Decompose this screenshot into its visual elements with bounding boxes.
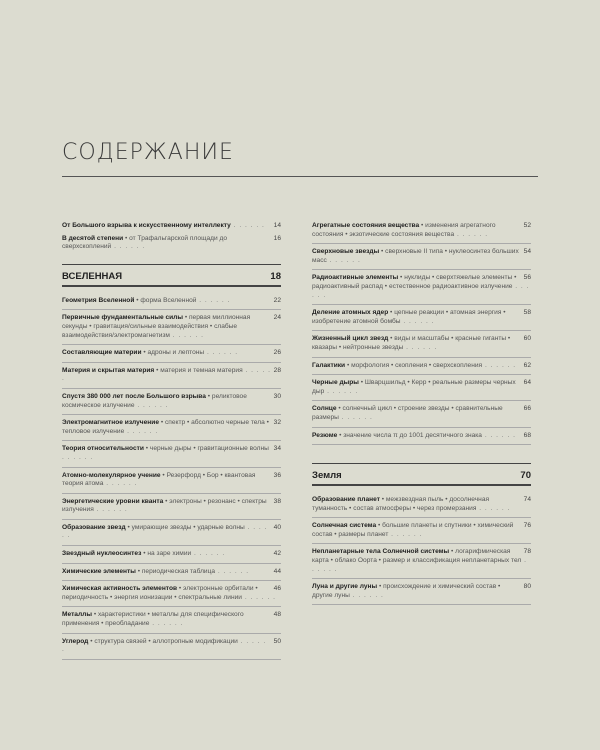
entry-page-number: 80 [523, 583, 531, 591]
entry-page-number: 78 [523, 548, 531, 556]
entry-page-number: 68 [523, 431, 531, 439]
toc-entry[interactable] [312, 248, 531, 270]
entry-subtopics: • морфология • скопления • сверхскопления [345, 361, 483, 369]
entry-page-number: 52 [523, 222, 531, 229]
entry-title: Луна и другие луны [312, 583, 378, 591]
toc-entry[interactable] [312, 309, 531, 331]
entry-title: Образование планет [312, 496, 380, 504]
entry-title: Солнечная система [312, 522, 377, 530]
entry-title: Атомно-молекулярное учение [62, 471, 161, 479]
right-column [312, 222, 531, 609]
entry-title: От Большого взрыва к искусственному интеллекту [62, 222, 231, 229]
entry-page-number: 56 [523, 274, 531, 282]
entry-subtopics: • электроны • резонанс • спектры излучения [62, 497, 267, 514]
entry-title: Материя и скрытая материя [62, 366, 155, 374]
leader-dots: . . . . . . [454, 230, 489, 238]
toc-entry[interactable] [62, 367, 281, 389]
leader-dots: . . . . . . [324, 387, 359, 395]
entry-subtopics: • спектр • абсолютно черные тела • тепловое излучение [62, 419, 269, 435]
leader-dots: . . . . . . [124, 427, 159, 435]
entry-title: Энергетические уровни кванта [62, 497, 164, 505]
leader-dots: . . . . . . [481, 431, 516, 439]
entry-title: Черные дыры [312, 379, 359, 387]
toc-entry[interactable] [312, 432, 531, 446]
entry-page-number: 60 [523, 335, 531, 343]
entry-title: Образование звезд [62, 523, 126, 531]
entry-title: Углерод [62, 637, 89, 645]
toc-entry[interactable] [312, 335, 531, 357]
section-label: ВСЕЛЕННАЯ [62, 270, 123, 282]
toc-entry[interactable] [62, 550, 281, 564]
toc-entry[interactable] [62, 349, 281, 363]
toc-entry[interactable] [312, 405, 531, 427]
entry-subtopics: • материя и темная материя [154, 366, 243, 374]
entry-subtopics: • виды и масштабы • красные гиганты • квазары • нейтронные звезды [312, 335, 511, 351]
entry-title: Галактики [312, 361, 346, 369]
entry-title: Первичные фундаментальные силы [62, 314, 183, 322]
entry-subtopics: • происхождение и химический состав • другие луны [312, 583, 501, 599]
entry-subtopics: • периодическая таблица [135, 567, 216, 575]
entry-subtopics: • значение числа π до 1001 десятичного знака [337, 431, 482, 439]
entry-subtopics: • логарифмическая карта • облако Оорта • размер и классификация непланетарных тел [312, 548, 522, 565]
toc-entry[interactable] [62, 585, 281, 607]
entry-page-number: 44 [273, 567, 281, 575]
section-page: 18 [270, 270, 281, 282]
toc-entry[interactable] [62, 222, 281, 232]
entry-subtopics: • структура связей • аллотропные модификации [88, 637, 238, 645]
entry-title: Химические элементы [62, 567, 136, 575]
entry-page-number: 48 [273, 611, 281, 619]
leader-dots: . . . . . . [196, 296, 231, 304]
entry-title: Химическая активность элементов [62, 585, 178, 593]
toc-entry[interactable] [62, 524, 281, 546]
toc-entry[interactable] [312, 379, 531, 401]
leader-dots: . . . . . . [62, 366, 271, 383]
toc-entry[interactable] [62, 297, 281, 311]
leader-dots: . . . . . . [400, 317, 435, 325]
leader-dots: . . . . . . [241, 593, 276, 601]
toc-entry[interactable] [62, 314, 281, 345]
entry-page-number: 22 [273, 296, 281, 304]
toc-entry[interactable] [62, 393, 281, 415]
entry-page-number: 64 [523, 379, 531, 387]
section-page: 70 [520, 470, 531, 482]
leader-dots: . . . . . . [149, 620, 184, 628]
left-entries [62, 297, 281, 660]
leader-dots: . . . . . . [62, 637, 267, 654]
entry-subtopics: • первая миллионная секунды • гравитация/сильные взаимодействия • слабые взаимодействия/электромагнетизм [62, 314, 251, 339]
entry-page-number: 30 [273, 392, 281, 400]
toc-entry[interactable] [62, 638, 281, 660]
intro-list [62, 222, 281, 253]
entry-subtopics: • электронные орбитали • периодичность • энергия ионизации • спектральные линии [62, 585, 258, 601]
entry-subtopics: • черные дыры • гравитационные волны [143, 445, 269, 453]
entry-page-number: 32 [273, 419, 281, 427]
leader-dots: . . . . . . [403, 343, 438, 351]
right-entries-b [312, 496, 531, 605]
toc-entry[interactable] [312, 583, 531, 605]
entry-page-number: 26 [273, 349, 281, 357]
entry-page-number: 34 [273, 445, 281, 453]
leader-dots: . . . . . . [230, 222, 265, 229]
entry-title: В десятой степени [62, 234, 124, 242]
leader-dots: . . . . . . [482, 361, 517, 369]
entry-subtopics: • на заре химии [141, 550, 192, 558]
entry-page-number: 66 [523, 405, 531, 413]
entry-subtopics: • адроны и лептоны [141, 349, 205, 357]
leader-dots: . . . . . . [93, 506, 128, 514]
entry-subtopics: • Шварцшильд • Керр • реальные размеры черных дыр [312, 379, 516, 395]
toc-entry[interactable] [312, 222, 531, 244]
entry-page-number: 14 [273, 222, 281, 229]
entry-subtopics: • изменения агрегатного состояния • экзотические состояния вещества [312, 222, 496, 238]
entry-page-number: 58 [523, 309, 531, 317]
leader-dots: . . . . . . [134, 401, 169, 409]
entry-page-number: 76 [523, 522, 531, 530]
toc-entry[interactable] [62, 445, 281, 467]
toc-entry[interactable] [62, 568, 281, 582]
entry-page-number: 24 [273, 314, 281, 322]
entry-subtopics: • Резерфорд • Бор • квантовая теория атома [62, 471, 256, 488]
leader-dots: . . . . . . [476, 504, 511, 512]
leader-dots: . . . . . . [338, 413, 373, 421]
entry-page-number: 40 [273, 523, 281, 531]
leader-dots: . . . . . . [204, 349, 239, 357]
leader-dots: . . . . . . [191, 550, 226, 558]
entry-page-number: 62 [523, 361, 531, 369]
entry-page-number: 54 [523, 248, 531, 256]
toc-entry[interactable] [312, 548, 531, 579]
right-entries-a [312, 222, 531, 445]
leader-dots: . . . . . . [326, 256, 361, 264]
leader-dots: . . . . . . [62, 453, 94, 461]
entry-title: Звездный нуклеосинтез [62, 550, 142, 558]
entry-page-number: 16 [273, 234, 281, 242]
entry-subtopics: • межзвездная пыль • досолнечная туманность • состав атмосферы • через промерзания [312, 496, 490, 512]
leader-dots: . . . . . . [388, 530, 423, 538]
entry-title: Составляющие материи [62, 349, 142, 357]
leader-dots: . . . . . . [169, 331, 204, 339]
entry-page-number: 36 [273, 471, 281, 479]
entry-title: Радиоактивные элементы [312, 274, 399, 282]
entry-page-number: 74 [523, 496, 531, 504]
entry-title: Резюме [312, 431, 338, 439]
leader-dots: . . . . . . [312, 282, 530, 299]
entry-subtopics: • характеристики • металлы для специфического применения • преобладание [62, 611, 244, 628]
leader-dots: . . . . . . [312, 557, 527, 573]
entry-subtopics: • сверхновые II типа • нуклеосинтез больших масс [312, 248, 519, 264]
leader-dots: . . . . . . [215, 567, 250, 575]
toc-entry[interactable] [62, 235, 281, 253]
entry-title: Солнце [312, 405, 337, 413]
entry-subtopics: • форма Вселенной [134, 296, 197, 304]
toc-entry[interactable] [62, 611, 281, 633]
entry-subtopics: • от Трафальгарской площади до сверхскоплений [62, 234, 228, 251]
entry-page-number: 28 [273, 366, 281, 374]
entry-subtopics: • солнечный цикл • строение звезды • сравнительные размеры [312, 405, 503, 421]
entry-subtopics: • умирающие звезды • ударные волны [125, 523, 245, 531]
entry-title: Геометрия Вселенной [62, 296, 135, 304]
entry-title: Непланетарные тела Солнечной системы [312, 548, 450, 556]
leader-dots: . . . . . . [111, 243, 146, 251]
entry-subtopics: • реликтовое космическое излучение [62, 392, 247, 409]
entry-title: Агрегатные состояния вещества [312, 222, 420, 229]
entry-title: Сверхновые звезды [312, 248, 380, 256]
entry-subtopics: • цепные реакции • атомная энергия • изобретение атомной бомбы [312, 309, 506, 325]
section-header-earth [312, 463, 531, 486]
toc-entry[interactable] [312, 522, 531, 544]
entry-title: Спустя 380 000 лет после Большого взрыва [62, 392, 206, 400]
left-column [62, 222, 281, 664]
toc-entry[interactable] [312, 274, 531, 305]
section-header-universe [62, 264, 281, 287]
toc-entry[interactable] [62, 419, 281, 441]
entry-subtopics: • нуклиды • сверхтяжелые элементы • радиоактивный распад • естественное радиоактивное излучение [312, 274, 517, 290]
leader-dots: . . . . . . [349, 591, 384, 599]
entry-page-number: 46 [273, 585, 281, 593]
entry-subtopics: • большие планеты и спутники • химический состав • размеры планет [312, 522, 514, 538]
leader-dots: . . . . . . [62, 523, 268, 540]
entry-title: Теория относительности [62, 445, 144, 453]
leader-dots: . . . . . . [103, 480, 138, 488]
entry-title: Металлы [62, 611, 92, 619]
entry-title: Жизненный цикл звезд [312, 335, 389, 343]
page-title: СОДЕРЖАНИЕ [62, 140, 234, 165]
toc-entry[interactable] [312, 496, 531, 518]
entry-title: Электромагнитное излучение [62, 419, 159, 427]
entry-page-number: 50 [273, 637, 281, 645]
toc-entry[interactable] [62, 472, 281, 494]
entry-page-number: 42 [273, 550, 281, 558]
toc-entry[interactable] [312, 362, 531, 376]
toc-entry[interactable] [62, 498, 281, 520]
section-label: Земля [312, 470, 342, 482]
entry-title: Деление атомных ядер [312, 309, 389, 317]
title-divider [62, 176, 538, 177]
entry-page-number: 38 [273, 497, 281, 505]
